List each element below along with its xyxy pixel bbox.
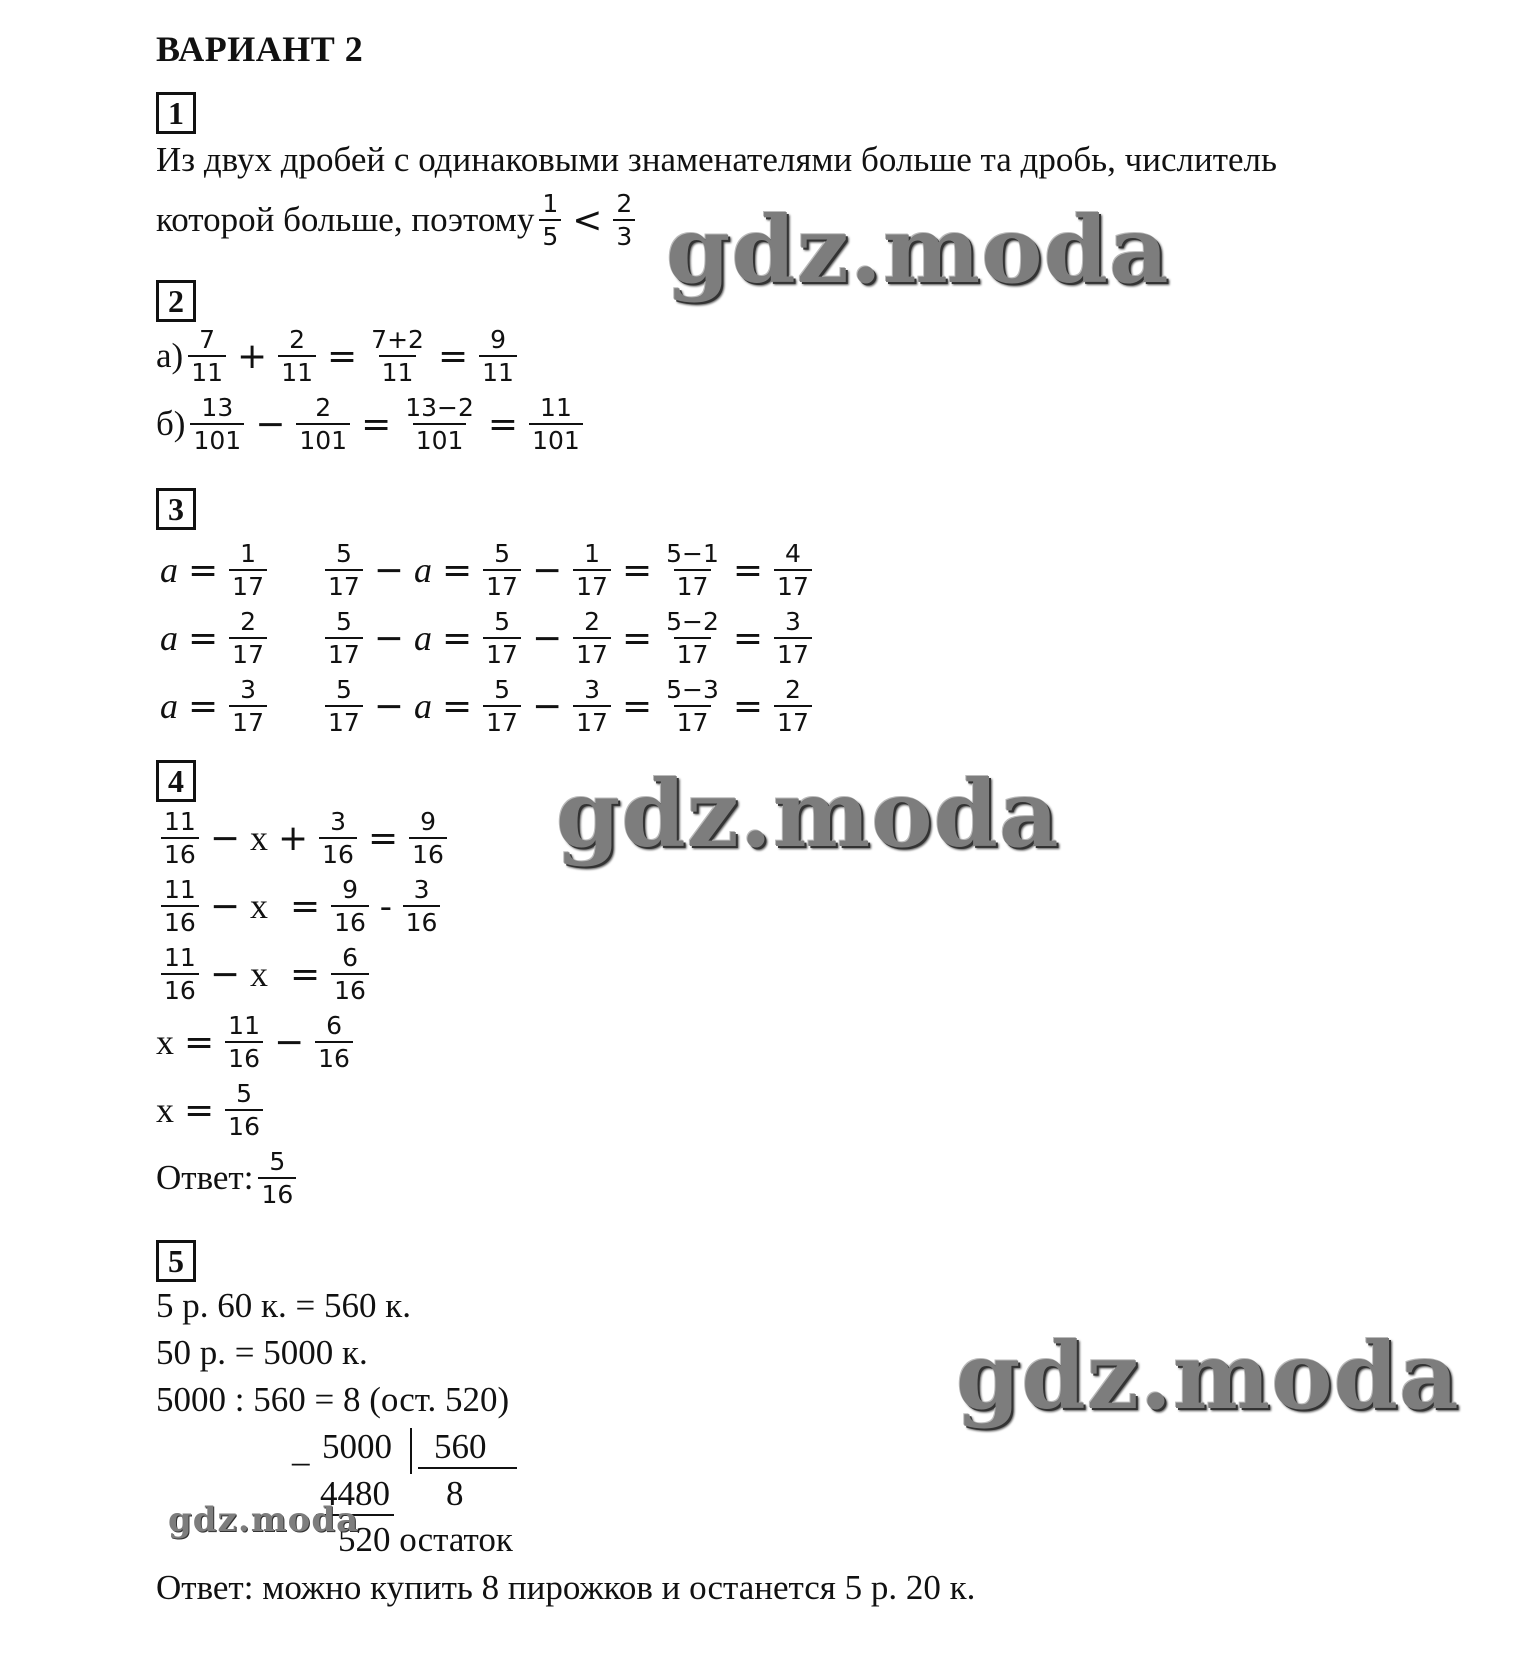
minus-sign: − [531, 617, 563, 659]
equals-sign: = [732, 617, 764, 659]
equals-sign: = [621, 549, 653, 591]
fraction: $\frac{3}{17}$ [573, 675, 611, 738]
fraction: $\frac{2}{101}$ [296, 393, 350, 456]
less-than-sign: < [572, 199, 603, 241]
fraction: $\frac{11}{16}$ [225, 1011, 263, 1074]
task-5-line-3: 5000 : 560 = 8 (ост. 520) [156, 1380, 510, 1419]
variable: a [160, 618, 178, 658]
task-5-line-2: 50 р. = 5000 к. [156, 1333, 368, 1372]
fraction: $\frac{3}{17}$ [774, 607, 812, 670]
variable: x [156, 1022, 174, 1062]
long-division-quotient: 8 [446, 1474, 464, 1513]
task-4-number: 4 [156, 760, 196, 802]
task-2-line-b [156, 390, 588, 458]
operator: + [237, 335, 268, 377]
answer-label: Ответ: [156, 1158, 254, 1197]
fraction: $\frac{3}{16}$ [319, 807, 357, 870]
equals-sign: = [184, 1021, 215, 1063]
equals-sign: = [327, 335, 358, 377]
fraction: $\frac{5}{17}$ [483, 675, 521, 738]
variable: x [249, 954, 268, 994]
fraction: $\frac{9}{16}$ [409, 807, 447, 870]
equals-sign: = [441, 617, 473, 659]
fraction: $\frac{5-1}{17}$ [666, 538, 719, 601]
task-3-number: 3 [156, 488, 196, 530]
fraction: $\frac{5}{16}$ [258, 1147, 296, 1210]
item-label: а) [156, 336, 184, 375]
page-title: ВАРИАНТ 2 [156, 29, 364, 69]
task-3-row-3 [156, 672, 817, 740]
fraction: $\frac{11}{16}$ [161, 943, 199, 1006]
task-5-line-1: 5 р. 60 к. = 560 к. [156, 1286, 411, 1325]
task-1-line-1: Из двух дробей с одинаковыми знаменателями больше та дробь, числитель [156, 140, 1277, 179]
minus-sign: − [373, 617, 404, 659]
fraction: $\frac{4}{17}$ [774, 539, 812, 602]
task-1-line-2-text: которой больше, поэтому [156, 200, 535, 239]
watermark-logo: gdz.moda [956, 1322, 1460, 1430]
equals-sign: = [184, 1089, 215, 1131]
fraction: $\frac{11}{16}$ [161, 807, 199, 870]
equals-sign: = [437, 335, 469, 377]
variable: a [160, 550, 178, 590]
fraction: $\frac{13-2}{101}$ [405, 392, 474, 455]
task-5-number: 5 [156, 1240, 196, 1282]
equals-sign: = [289, 885, 321, 927]
fraction: $\frac{2}{11}$ [278, 325, 316, 388]
minus-sign: − [209, 817, 240, 859]
fraction: $\frac{2}{17}$ [774, 675, 812, 738]
fraction: $\frac{9}{11}$ [479, 325, 517, 388]
task-3-row-1 [156, 536, 817, 604]
minus-sign: − [373, 549, 404, 591]
equals-sign: = [367, 817, 399, 859]
minus-sign: − [209, 953, 240, 995]
minus-sign: − [273, 1021, 305, 1063]
item-label: б) [156, 404, 186, 443]
equals-sign: = [188, 549, 219, 591]
long-division-dividend: 5000 [322, 1427, 392, 1466]
variable: a [413, 618, 432, 658]
fraction: $\frac{5}{17}$ [325, 607, 363, 670]
watermark-logo: gdz.moda [666, 196, 1170, 304]
fraction: $\frac{5-3}{17}$ [666, 674, 719, 737]
task-4-line-4 [156, 1008, 358, 1076]
equals-sign: = [732, 685, 764, 727]
variable: x [156, 1090, 174, 1130]
task-4-line-2 [156, 872, 445, 940]
variable: a [413, 686, 432, 726]
minus-sign: − [373, 685, 404, 727]
equals-sign: = [188, 685, 219, 727]
minus-sign: − [209, 885, 240, 927]
task-4-line-1 [156, 804, 452, 872]
fraction: $\frac{6}{16}$ [315, 1011, 353, 1074]
fraction: $\frac{5}{17}$ [483, 539, 521, 602]
variable: x [249, 886, 268, 926]
equals-sign: = [621, 685, 653, 727]
fraction: $\frac{11}{16}$ [161, 875, 199, 938]
fraction: $\frac{5-2}{17}$ [666, 606, 719, 669]
equals-sign: = [732, 549, 764, 591]
equals-sign: = [487, 403, 519, 445]
fraction: $\frac{3}{16}$ [403, 875, 441, 938]
task-4-line-3 [156, 940, 374, 1008]
fraction: $\frac{5}{17}$ [325, 539, 363, 602]
task-4-line-5 [156, 1076, 268, 1144]
equals-sign: = [188, 617, 219, 659]
fraction: $\frac{2}{3}$ [613, 189, 635, 252]
long-division-product: 4480 [316, 1474, 394, 1516]
fraction: $\frac{5}{17}$ [483, 607, 521, 670]
fraction: $\frac{5}{17}$ [325, 675, 363, 738]
equals-sign: = [621, 617, 653, 659]
task-4-answer [156, 1144, 301, 1212]
minus-sign: − [531, 549, 563, 591]
fraction: $\frac{2}{17}$ [229, 607, 267, 670]
operator: − [255, 403, 286, 445]
variable: a [413, 550, 432, 590]
variable: x [249, 818, 268, 858]
task-2-line-a [156, 322, 522, 390]
fraction: $\frac{7}{11}$ [188, 325, 226, 388]
long-division-divisor: 560 [418, 1427, 517, 1469]
fraction: $\frac{5}{16}$ [225, 1079, 263, 1142]
minus-sign: − [531, 685, 563, 727]
fraction: $\frac{13}{101}$ [190, 393, 244, 456]
fraction: $\frac{3}{17}$ [229, 675, 267, 738]
fraction: $\frac{9}{16}$ [331, 875, 369, 938]
long-division-bar [410, 1428, 412, 1474]
task-3-row-2 [156, 604, 817, 672]
watermark-logo-small: gdz.moda [168, 1500, 360, 1540]
plus-sign: + [277, 817, 309, 859]
fraction: $\frac{6}{16}$ [331, 943, 369, 1006]
fraction: $\frac{7+2}{11}$ [371, 324, 424, 387]
equals-sign: = [289, 953, 321, 995]
task-1-number: 1 [156, 92, 196, 134]
variable: a [160, 686, 178, 726]
long-division-minus: _ [292, 1430, 310, 1469]
task-2-number: 2 [156, 280, 196, 322]
fraction: $\frac{1}{17}$ [573, 539, 611, 602]
fraction: $\frac{2}{17}$ [573, 607, 611, 670]
long-division-remainder: 520 остаток [338, 1520, 513, 1559]
equals-sign: = [441, 685, 473, 727]
fraction: $\frac{1}{17}$ [229, 539, 267, 602]
fraction: $\frac{1}{5}$ [539, 189, 561, 252]
fraction: $\frac{11}{101}$ [529, 393, 583, 456]
minus-sign: - [379, 886, 392, 925]
equals-sign: = [361, 403, 392, 445]
equals-sign: = [441, 549, 473, 591]
task-1-line-2 [156, 186, 640, 254]
task-5-answer: Ответ: можно купить 8 пирожков и останется 5 р. 20 к. [156, 1568, 976, 1607]
watermark-logo: gdz.moda [556, 760, 1060, 868]
